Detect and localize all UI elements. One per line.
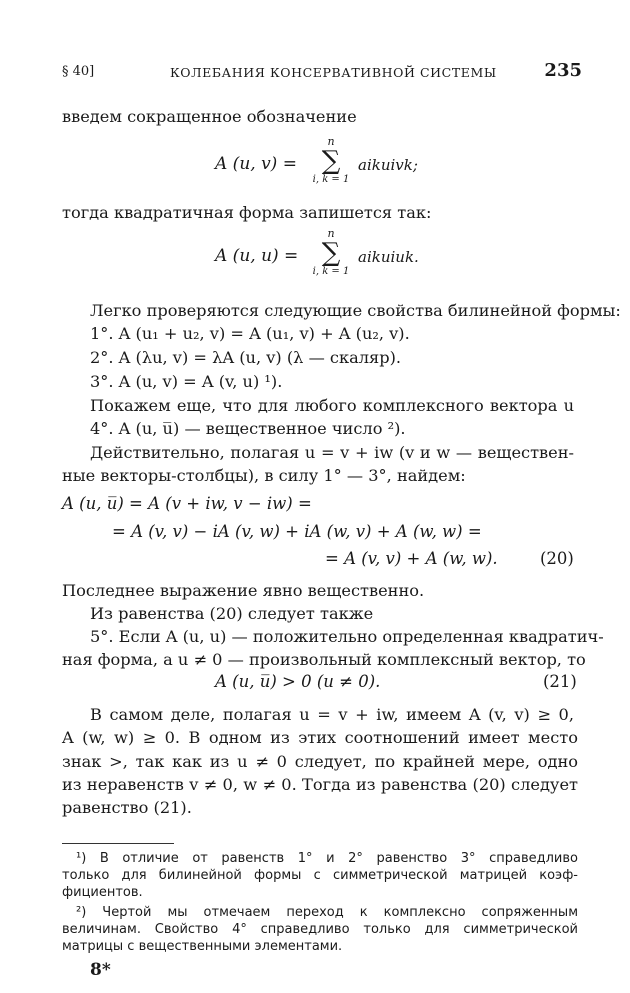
eq2-sum-lower: i, k = 1: [312, 266, 350, 277]
equation-number-21: (21): [543, 672, 577, 691]
property-3: 3°. A (u, v) = A (v, u) ¹).: [90, 372, 283, 391]
chapter-title: КОЛЕБАНИЯ КОНСЕРВАТИВНОЙ СИСТЕМЫ: [170, 65, 497, 80]
section-mark: § 40]: [62, 64, 95, 79]
signature-mark: 8*: [90, 960, 111, 980]
footnote-1-line-2: только для билинейной формы с симметрической матрицей коэф-: [62, 868, 578, 883]
eq1-lhs: A (u, v) =: [215, 154, 297, 174]
last-real-line: Последнее выражение явно вещественно.: [62, 581, 425, 600]
derivation-line-1: A (u, u̅) = A (v + iw, v − iw) =: [62, 494, 312, 513]
footnote-1-line-1: ¹) В отличие от равенств 1° и 2° равенство 3° справедливо: [76, 851, 578, 866]
eq2-lhs: A (u, u) =: [215, 246, 299, 266]
equation-number-20: (20): [540, 549, 574, 568]
equation-bilinear: [215, 135, 435, 200]
sum-symbol-icon: ∑: [321, 238, 341, 268]
props-intro: Легко проверяются следующие свойства билинейной формы:: [90, 301, 621, 320]
eq2-sum-upper: n: [327, 227, 335, 240]
footnote-2-line-2: величинам. Свойство 4° справедливо только для симметрической: [62, 922, 578, 937]
footnote-divider: [62, 843, 174, 844]
footnote-2-line-3: матрицы с вещественными элементами.: [62, 939, 343, 954]
sum-symbol-icon: ∑: [321, 146, 341, 176]
eq1-sum: [307, 136, 355, 186]
footnote-2-line-1: ²) Чертой мы отмечаем переход к комплексно сопряженным: [76, 905, 578, 920]
from20-line: Из равенства (20) следует также: [90, 604, 374, 623]
property-5-line-1: 5°. Если A (u, u) — положительно определенная квадратич-: [90, 627, 604, 646]
property-1: 1°. A (u₁ + u₂, v) = A (u₁, v) + A (u₂, v).: [90, 324, 410, 343]
indeed-line-2: ные векторы-столбцы), в силу 1° — 3°, найдем:: [62, 466, 466, 485]
proof-line-2: A (w, w) ≥ 0. В одном из этих соотношений имеет место: [62, 728, 578, 747]
eq1-rhs: aikuivk;: [358, 156, 418, 174]
property-2: 2°. A (λu, v) = λA (u, v) (λ — скаляр).: [90, 348, 402, 367]
inequality-21: A (u, u̅) > 0 (u ≠ 0).: [215, 672, 381, 691]
property-4: 4°. A (u, u̅) — вещественное число ²).: [90, 419, 406, 438]
proof-line-3: знак >, так как из u ≠ 0 следует, по крайней мере, одно: [62, 752, 578, 771]
indeed-line-1: Действительно, полагая u = v + iw (v и w — веществен-: [90, 443, 574, 462]
running-header: [62, 62, 582, 84]
then-line: тогда квадратичная форма запишется так:: [62, 203, 432, 222]
property-5-line-2: ная форма, а u ≠ 0 — произвольный комплексный вектор, то: [62, 650, 586, 669]
eq1-sum-lower: i, k = 1: [312, 174, 350, 185]
eq2-rhs: aikuiuk.: [358, 248, 419, 266]
equation-quadratic: [215, 227, 435, 292]
derivation-line-2: = A (v, v) − iA (v, w) + iA (w, v) + A (w, w) =: [112, 522, 482, 541]
page-number: 235: [544, 60, 582, 81]
derivation-line-3: = A (v, v) + A (w, w).: [325, 549, 498, 568]
show-line: Покажем еще, что для любого комплексного вектора u: [90, 396, 574, 415]
intro-line: введем сокращенное обозначение: [62, 107, 357, 126]
footnote-1-line-3: фициентов.: [62, 885, 143, 900]
proof-line-5: равенство (21).: [62, 798, 192, 817]
proof-line-1: В самом деле, полагая u = v + iw, имеем A (v, v) ≥ 0,: [90, 705, 574, 724]
proof-line-4: из неравенств v ≠ 0, w ≠ 0. Тогда из равенства (20) следует: [62, 775, 578, 794]
eq1-sum-upper: n: [327, 135, 335, 148]
eq2-sum: [307, 228, 355, 278]
